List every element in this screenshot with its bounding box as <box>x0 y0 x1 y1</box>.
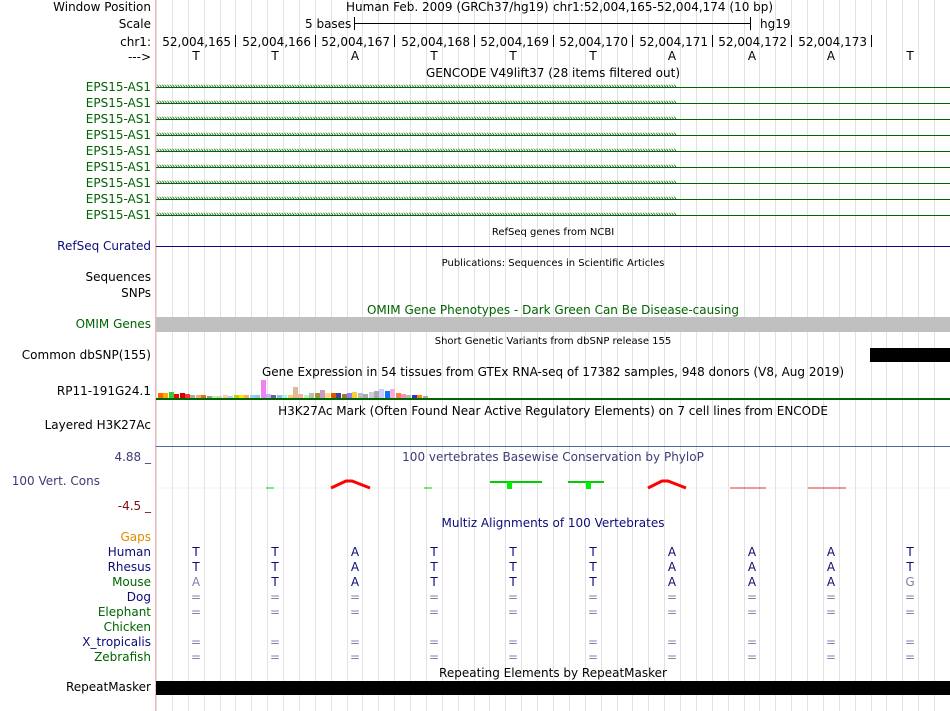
strand-label: ---> <box>127 50 151 64</box>
alignment-base: = <box>269 635 281 649</box>
ruler-base: A <box>747 49 757 63</box>
multiz-title: Multiz Alignments of 100 Vertebrates <box>441 516 665 530</box>
alignment-base: = <box>666 635 678 649</box>
gencode-item-label[interactable]: EPS15-AS1 <box>85 208 151 222</box>
gencode-transcript[interactable] <box>156 80 950 95</box>
scale-bar <box>354 23 750 24</box>
alignment-base: = <box>666 650 678 664</box>
chr-label: chr1: <box>120 35 151 49</box>
refseq-label[interactable]: RefSeq Curated <box>57 239 151 253</box>
alignment-base: T <box>192 545 200 559</box>
gtex-tissue-bar[interactable] <box>379 389 384 398</box>
scale-bar-left <box>354 17 355 30</box>
coordinate-label: 52,004,165 <box>162 35 231 49</box>
phylop-max-label: 4.88 _ <box>114 450 151 464</box>
coordinate-tick <box>871 35 872 47</box>
h3k27ac-title: H3K27Ac Mark (Often Found Near Active Regulatory Elements) on 7 cell lines from ENCODE <box>278 404 828 418</box>
ruler-base: A <box>350 49 360 63</box>
gencode-transcript[interactable] <box>156 128 950 143</box>
alignment-base: = <box>904 590 916 604</box>
gencode-transcript[interactable] <box>156 160 950 175</box>
alignment-base: = <box>428 605 440 619</box>
ruler-base: T <box>906 49 914 63</box>
gencode-item-label[interactable]: EPS15-AS1 <box>85 160 151 174</box>
gtex-baseline <box>156 398 950 400</box>
alignment-base: = <box>825 605 837 619</box>
alignment-base: T <box>509 560 517 574</box>
alignment-base: T <box>271 545 279 559</box>
alignment-base: T <box>430 575 438 589</box>
assembly-title: Human Feb. 2009 (GRCh37/hg19) <box>346 0 549 14</box>
gtex-tissue-bar[interactable] <box>293 387 298 398</box>
ruler-base: T <box>509 49 517 63</box>
repeatmasker-bar[interactable] <box>156 681 950 695</box>
alignment-base: A <box>747 575 757 589</box>
coordinate-label: 52,004,172 <box>718 35 787 49</box>
alignment-base: T <box>906 545 914 559</box>
alignment-base: = <box>904 635 916 649</box>
strand-arrows: ›››››››››››››››››››››››››››››››››››››››››››››››››››››››››››››››››››››››››››››››››››››››››››››››››››››››››››››››››››››››››››››››››››››››››››››››››››››››››››››››››››››››››››››››››››››››››››››››››››››››› <box>156 210 676 220</box>
ruler-base: T <box>271 49 279 63</box>
alignment-base: = <box>587 635 599 649</box>
alignment-base: = <box>190 635 202 649</box>
alignment-base: A <box>350 560 360 574</box>
alignment-base: T <box>271 575 279 589</box>
publications-snps-label[interactable]: SNPs <box>121 286 151 300</box>
repeatmasker-label[interactable]: RepeatMasker <box>65 680 151 694</box>
alignment-base: T <box>589 560 597 574</box>
ruler-base: T <box>430 49 438 63</box>
window-position-label: Window Position <box>53 0 151 14</box>
alignment-base: T <box>430 545 438 559</box>
alignment-base: A <box>826 545 836 559</box>
phylop-peak-7 <box>648 481 686 488</box>
alignment-base: T <box>589 575 597 589</box>
alignment-base: A <box>667 545 677 559</box>
alignment-base: = <box>507 650 519 664</box>
gtex-bar-chart[interactable] <box>158 380 428 398</box>
alignment-base: = <box>746 590 758 604</box>
alignment-base: = <box>428 590 440 604</box>
alignment-base: = <box>190 590 202 604</box>
alignment-base: = <box>587 605 599 619</box>
alignment-base: A <box>667 575 677 589</box>
gencode-transcript[interactable] <box>156 208 950 223</box>
coordinate-label: 52,004,167 <box>321 35 390 49</box>
alignment-base: T <box>430 560 438 574</box>
track-label-column <box>0 0 155 711</box>
strand-arrows: ›››››››››››››››››››››››››››››››››››››››››››››››››››››››››››››››››››››››››››››››››››››››››››››››››››››››››››››››››››››››››››››››››››››››››››››››››››››››››››››››››››››››››››››››››››››››››››››››››››››››› <box>156 98 676 108</box>
alignment-base: = <box>269 650 281 664</box>
scale-text: 5 bases <box>305 17 352 31</box>
gtex-tissue-bar[interactable] <box>261 380 266 398</box>
alignment-base: A <box>667 560 677 574</box>
gencode-item-label[interactable]: EPS15-AS1 <box>85 96 151 110</box>
strand-arrows: ›››››››››››››››››››››››››››››››››››››››››››››››››››››››››››››››››››››››››››››››››››››››››››››››››››››››››››››››››››››››››››››››››››››››››››››››››››››››››››››››››››››››››››››››››››››››››››››››››››››››› <box>156 162 676 172</box>
alignment-base: = <box>349 590 361 604</box>
phylop-plot[interactable] <box>156 470 950 500</box>
alignment-base: = <box>666 590 678 604</box>
alignment-base: A <box>747 545 757 559</box>
alignment-base: = <box>904 650 916 664</box>
alignment-base: = <box>428 635 440 649</box>
gtex-title: Gene Expression in 54 tissues from GTEx RNA-seq of 17382 samples, 948 donors (V8, Aug 2019) <box>261 365 845 379</box>
phylop-peak-3 <box>331 481 370 488</box>
refseq-title: RefSeq genes from NCBI <box>491 227 615 238</box>
alignment-base: T <box>192 560 200 574</box>
scale-label: Scale <box>118 17 151 31</box>
gtex-tissue-bar[interactable] <box>320 390 325 398</box>
track-data-area[interactable] <box>156 0 950 711</box>
coordinate-label: 52,004,173 <box>798 35 867 49</box>
gencode-item-label[interactable]: EPS15-AS1 <box>85 80 151 94</box>
gencode-transcript[interactable] <box>156 176 950 191</box>
alignment-base: = <box>269 605 281 619</box>
publications-sequences-label[interactable]: Sequences <box>85 270 151 284</box>
scale-db: hg19 <box>760 17 791 31</box>
alignment-base: = <box>507 590 519 604</box>
gencode-title: GENCODE V49lift37 (28 items filtered out) <box>425 66 680 80</box>
strand-arrows: ›››››››››››››››››››››››››››››››››››››››››››››››››››››››››››››››››››››››››››››››››››››››››››››››››››››››››››››››››››››››››››››››››››››››››››››››››››››››››››››››››››››››››››››››››››››››››››››››››››››››› <box>156 178 676 188</box>
strand-arrows: ›››››››››››››››››››››››››››››››››››››››››››››››››››››››››››››››››››››››››››››››››››››››››››››››››››››››››››››››››››››››››››››››››››››››››››››››››››››››››››››››››››››››››››››››››››››››››››››››››››››››› <box>156 82 676 92</box>
gtex-tissue-bar[interactable] <box>390 389 395 398</box>
gencode-item-label[interactable]: EPS15-AS1 <box>85 176 151 190</box>
h3k27ac-label[interactable]: Layered H3K27Ac <box>44 418 151 432</box>
alignment-base: = <box>825 650 837 664</box>
ruler-base: A <box>826 49 836 63</box>
alignment-base: = <box>746 635 758 649</box>
alignment-base: = <box>825 590 837 604</box>
ruler-base: A <box>667 49 677 63</box>
alignment-base: A <box>350 545 360 559</box>
alignment-base: T <box>271 560 279 574</box>
gencode-transcript[interactable] <box>156 192 950 207</box>
refseq-line <box>156 246 950 247</box>
gencode-transcript[interactable] <box>156 112 950 127</box>
repeatmasker-title: Repeating Elements by RepeatMasker <box>439 666 667 680</box>
alignment-base: A <box>826 560 836 574</box>
phylop-title: 100 vertebrates Basewise Conservation by PhyloP <box>402 450 704 464</box>
gencode-item-label[interactable]: EPS15-AS1 <box>85 192 151 206</box>
species-label[interactable]: X_tropicalis <box>82 635 151 649</box>
omim-bar[interactable] <box>156 317 950 332</box>
alignment-base: A <box>350 575 360 589</box>
strand-arrows: ›››››››››››››››››››››››››››››››››››››››››››››››››››››››››››››››››››››››››››››››››››››››››››››››››››››››››››››››››››››››››››››››››››››››››››››››››››››››››››››››››››››››››››››››››››››››››››››››››››››››› <box>156 130 676 140</box>
strand-arrows: ›››››››››››››››››››››››››››››››››››››››››››››››››››››››››››››››››››››››››››››››››››››››››››››››››››››››››››››››››››››››››››››››››››››››››››››››››››››››››››››››››››››››››››››››››››››››››››››››››››››››› <box>156 146 676 156</box>
species-label[interactable]: Mouse <box>112 575 151 589</box>
alignment-base: = <box>666 605 678 619</box>
alignment-base: A <box>826 575 836 589</box>
alignment-base: = <box>746 650 758 664</box>
publications-title: Publications: Sequences in Scientific Articles <box>441 258 665 269</box>
strand-arrows: ›››››››››››››››››››››››››››››››››››››››››››››››››››››››››››››››››››››››››››››››››››››››››››››››››››››››››››››››››››››››››››››››››››››››››››››››››››››››››››››››››››››››››››››››››››››››››››››››››››››››› <box>156 114 676 124</box>
dbsnp-variant[interactable] <box>870 348 950 362</box>
phylop-label[interactable]: 100 Vert. Cons <box>11 474 100 488</box>
dbsnp-label[interactable]: Common dbSNP(155) <box>21 348 151 362</box>
phylop-peak-5 <box>507 482 512 489</box>
gencode-transcript[interactable] <box>156 144 950 159</box>
h3k27ac-line <box>156 446 950 447</box>
alignment-base: = <box>507 605 519 619</box>
alignment-base: T <box>589 545 597 559</box>
alignment-base: = <box>349 605 361 619</box>
alignment-base: = <box>746 605 758 619</box>
alignment-base: A <box>747 560 757 574</box>
coordinate-label: 52,004,171 <box>639 35 708 49</box>
strand-arrows: ›››››››››››››››››››››››››››››››››››››››››››››››››››››››››››››››››››››››››››››››››››››››››››››››››››››››››››››››››››››››››››››››››››››››››››››››››››››››››››››››››››››››››››››››››››››››››››››››››››››››› <box>156 194 676 204</box>
coordinate-label: 52,004,166 <box>242 35 311 49</box>
alignment-base: = <box>904 605 916 619</box>
coordinate-label: 52,004,169 <box>480 35 549 49</box>
alignment-base: A <box>191 575 201 589</box>
gencode-item-label[interactable]: EPS15-AS1 <box>85 112 151 126</box>
alignment-base: = <box>587 590 599 604</box>
gtex-label[interactable]: RP11-191G24.1 <box>56 384 151 398</box>
coordinate-label: 52,004,170 <box>559 35 628 49</box>
species-label[interactable]: Elephant <box>97 605 151 619</box>
alignment-base: = <box>587 650 599 664</box>
alignment-base: = <box>349 650 361 664</box>
species-label[interactable]: Rhesus <box>107 560 151 574</box>
gencode-item-label[interactable]: EPS15-AS1 <box>85 144 151 158</box>
species-label[interactable]: Chicken <box>103 620 151 634</box>
alignment-base: = <box>507 635 519 649</box>
alignment-base: T <box>509 575 517 589</box>
alignment-base: = <box>349 635 361 649</box>
gencode-item-label[interactable]: EPS15-AS1 <box>85 128 151 142</box>
alignment-base: = <box>269 590 281 604</box>
scale-bar-right <box>750 17 751 30</box>
omim-label[interactable]: OMIM Genes <box>75 317 151 331</box>
species-label[interactable]: Dog <box>126 590 151 604</box>
alignment-base: = <box>190 650 202 664</box>
gtex-tissue-bar[interactable] <box>374 391 379 398</box>
coordinate-label: 52,004,168 <box>401 35 470 49</box>
ruler-base: T <box>589 49 597 63</box>
species-label[interactable]: Human <box>107 545 151 559</box>
species-label[interactable]: Zebrafish <box>94 650 151 664</box>
gtex-tissue-bar[interactable] <box>385 391 390 398</box>
dbsnp-title: Short Genetic Variants from dbSNP release 155 <box>434 336 672 347</box>
phylop-min-label: -4.5 _ <box>117 499 151 513</box>
omim-title: OMIM Gene Phenotypes - Dark Green Can Be Disease-causing <box>366 303 740 317</box>
phylop-peak-6 <box>586 482 591 489</box>
gencode-transcript[interactable] <box>156 96 950 111</box>
gaps-label: Gaps <box>120 530 151 544</box>
alignment-base: T <box>509 545 517 559</box>
alignment-base: = <box>428 650 440 664</box>
alignment-base: = <box>825 635 837 649</box>
ruler-base: T <box>192 49 200 63</box>
alignment-base: = <box>190 605 202 619</box>
alignment-base: T <box>906 560 914 574</box>
position-title: chr1:52,004,165-52,004,174 (10 bp) <box>553 0 774 14</box>
alignment-base: G <box>905 575 915 589</box>
